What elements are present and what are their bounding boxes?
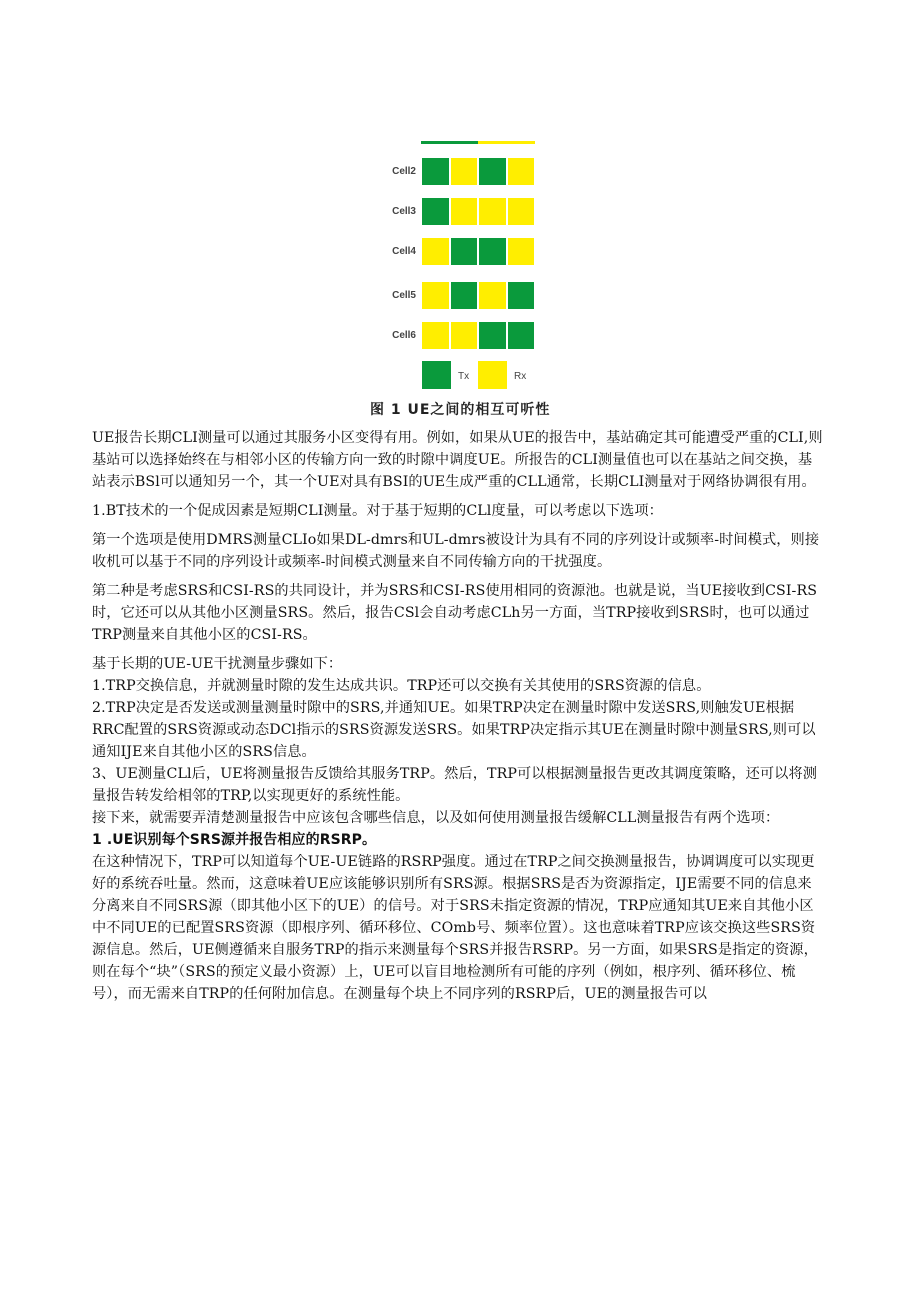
legend-tx-label: Tx <box>458 371 470 382</box>
cell-label-cell6: Cell6 <box>392 330 416 341</box>
cell-label-cell2: Cell2 <box>392 166 416 177</box>
cell3-slot-4-rx <box>507 197 536 226</box>
cell-label-cell5: Cell5 <box>392 290 416 301</box>
paragraph-step-1: 1.TRP交换信息，并就测量时隙的发生达成共识。TRP还可以交换有关其使用的SRS资源的信息。 <box>92 678 711 694</box>
cell2-slot-1-tx <box>421 157 450 186</box>
cell5-slot-3-rx <box>478 281 507 310</box>
cell-label-cell3: Cell3 <box>392 206 416 217</box>
document-body <box>92 427 824 1005</box>
legend-rx-label: Rx <box>514 371 527 382</box>
legend-rx-swatch <box>478 361 507 389</box>
paragraph-step-3: 3、UE测量CLl后，UE将测量报告反馈给其服务TRP。然后，TRP可以根据测量报告更改其调度策略，还可以将测量报告转发给相邻的TRP,以实现更好的系统性能。 <box>92 766 818 804</box>
cell6-slot-3-tx <box>478 321 507 350</box>
cell2-slot-4-rx <box>507 157 536 186</box>
paragraph-option-srs-csirs: 第二种是考虑SRS和CSI-RS的共同设计，并为SRS和CSI-RS使用相同的资源池。也就是说，当UE接收到CSI-RS时，它还可以从其他小区测量SRS。然后，报告CSl会自动考虑CLh另一方面，当TRP接收到SRS时，也可以通过TRP测量来自其他小区的CSI-RS。 <box>92 583 818 643</box>
cell5-slot-1-rx <box>421 281 450 310</box>
cell3-slot-3-rx <box>478 197 507 226</box>
section-heading-option-1: 1 .UE识别每个SRS源并报告相应的RSRP。 <box>92 832 377 848</box>
cell2-slot-2-rx <box>450 157 479 186</box>
cell4-slot-3-tx <box>478 237 507 266</box>
cell6-slot-2-rx <box>450 321 479 350</box>
paragraph-step-2: 2.TRP决定是否发送或测量测量时隙中的SRS,并通知UE。如果TRP决定在测量时隙中发送SRS,则触发UE根据RRC配置的SRS资源或动态DCl指示的SRS资源发送SRS。如果TRP决定指示其UE在测量时隙中测量SRS,则可以通知IJE来自其他小区的SRS信息。 <box>92 700 816 760</box>
paragraph-report-options: 接下来，就需要弄清楚测量报告中应该包含哪些信息，以及如何使用测量报告缓解CLL测量报告有两个选项： <box>92 810 780 826</box>
cell5-slot-4-tx <box>507 281 536 310</box>
cell3-slot-1-tx <box>421 197 450 226</box>
cell4-slot-2-tx <box>450 237 479 266</box>
paragraph-option-dmrs: 第一个选项是使用DMRS测量CLIo如果DL-dmrs和UL-dmrs被设计为具有不同的序列设计或频率-时间模式，则接收机可以基于不同的序列设计或频率-时间模式测量来自不同传输方向的干扰强度。 <box>92 532 820 570</box>
cell-label-cell4: Cell4 <box>392 246 416 257</box>
cell6-slot-1-rx <box>421 321 450 350</box>
cell4-slot-4-rx <box>507 237 536 266</box>
paragraph-cli-long-term: UE报告长期CLI测量可以通过其服务小区变得有用。例如，如果从UE的报告中，基站确定其可能遭受严重的CLI,则基站可以选择始终在与相邻小区的传输方向一致的时隙中调度UE。所报告的CLI测量值也可以在基站之间交换，基站表示BSl可以通知另一个，其一个UE对具有BSI的UE生成严重的CLL通常，长期CLI测量对于网络协调很有用。 <box>92 430 823 490</box>
paragraph-option-1-detail: 在这种情况下，TRP可以知道每个UE-UE链路的RSRP强度。通过在TRP之间交换测量报告，协调调度可以实现更好的系统吞吐量。然而，这意味着UE应该能够识别所有SRS源。根据SRS是否为资源指定，IJE需要不同的信息来分离来自不同SRS源（即其他小区下的UE）的信号。对于SRS未指定资源的情况，TRP应通知其UE来自其他小区中不同UE的已配置SRS资源（即根序列、循环移位、COmb号、频率位置）。这也意味着TRP应该交换这些SRS资源信息。然后，UE侧遵循来自服务TRP的指示来测量每个SRS并报告RSRP。另一方面，如果SRS是指定的资源，则在每个“块”（SRS的预定义最小资源）上，UE可以盲目地检测所有可能的序列（例如，根序列、循环移位、梳号），而无需来自TRP的任何附加信息。在测量每个块上不同序列的RSRP后，UE的测量报告可以 <box>92 854 818 1002</box>
cell5-slot-2-tx <box>450 281 479 310</box>
paragraph-steps-heading: 基于长期的UE-UE干扰测量步骤如下： <box>92 656 343 672</box>
cell6-slot-4-tx <box>507 321 536 350</box>
figure-ue-audibility <box>0 0 920 425</box>
figure-top-rule <box>421 141 535 144</box>
cell3-slot-2-rx <box>450 197 479 226</box>
paragraph-short-term-intro: 1.BT技术的一个促成因素是短期CLI测量。对于基于短期的CLl度量，可以考虑以下选项： <box>92 503 663 519</box>
cell4-slot-1-rx <box>421 237 450 266</box>
legend-tx-swatch <box>422 361 451 389</box>
figure-caption: 图 1 UE之间的相互可听性 <box>370 402 551 418</box>
cell2-slot-3-tx <box>478 157 507 186</box>
